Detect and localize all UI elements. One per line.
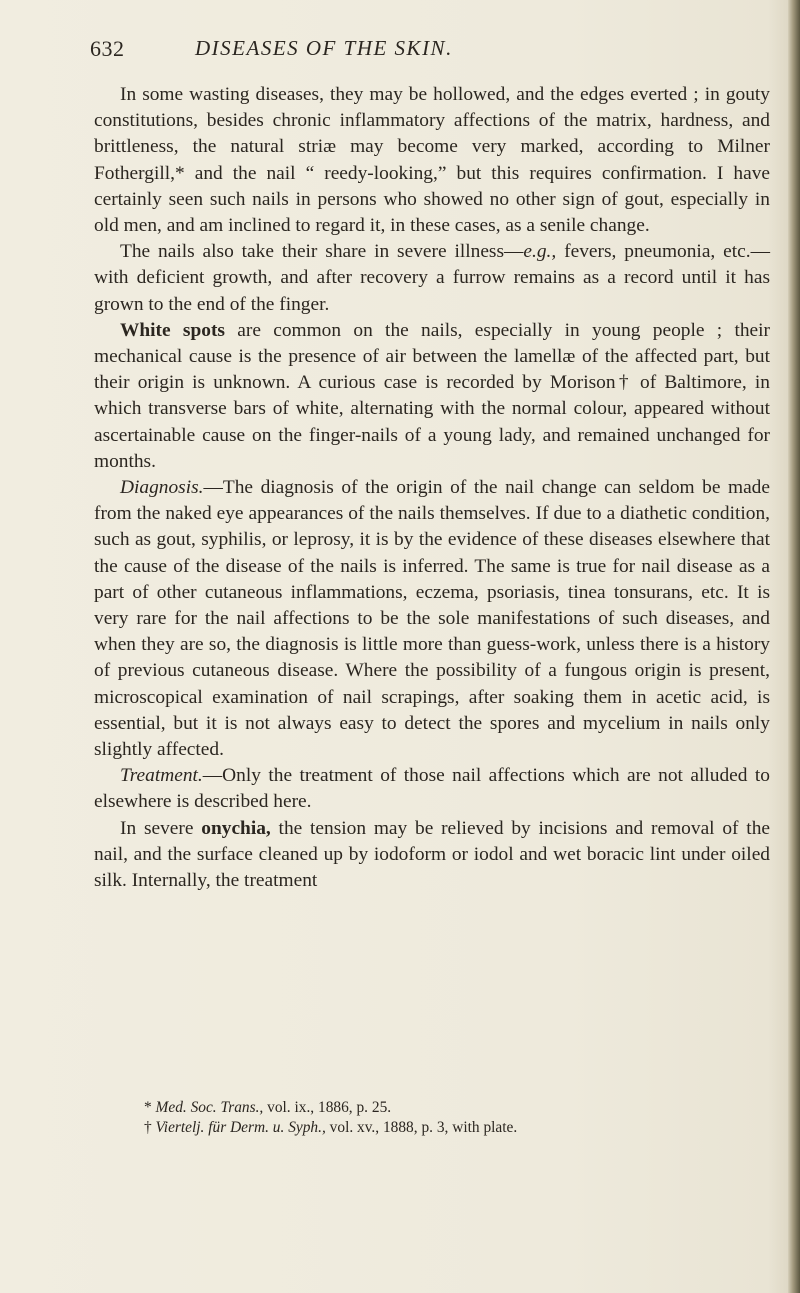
paragraph-treatment — [94, 763, 770, 815]
section-lead-treatment: Treatment. — [120, 765, 203, 787]
paragraph-onychia — [94, 816, 770, 895]
footnotes — [144, 1098, 764, 1138]
paragraph-text: the tension may be relieved by incisions and removal of the nail, and the surface cleaned up by iodoform or iodol and wet boracic lint under oiled silk. Internally, the treatment — [94, 817, 770, 892]
section-lead-onychia: onychia, — [201, 817, 271, 839]
paragraph-white-spots — [94, 318, 770, 475]
section-lead-diagnosis: Diagnosis. — [120, 477, 204, 499]
eg-abbreviation: e.g., — [523, 241, 557, 263]
footnote-mark: † — [144, 1119, 156, 1136]
paragraph-diagnosis — [94, 475, 770, 763]
paragraph-text: —The diagnosis of the origin of the nail change can seldom be made from the naked eye appearances of the nails themselves. If due to a diathetic condition, such as gout, syphilis, or leprosy, it is by the evidence of these diseases elsewhere that the cause of the disease of the nails is inferred. The same is true for nail disease as a part of other cutaneous inflammations, eczema, psoriasis, tinea tonsurans, etc. It is very rare for the nail affections to be the sole manifestations of such diseases, and when they are so, the diagnosis is little more than guess-work, unless there is a history of previous cutaneous disease. Where the possibility of a fungous origin is present, microscopical examination of nail scrapings, after soaking them in acetic acid, is essential, but it is not always easy to detect the spores and mycelium in nails only slightly affected. — [94, 477, 770, 761]
paragraph-text-rest: fevers, pneumonia, etc.—with deficient growth, and after recovery a furrow remains as a record until it has grown to the end of the finger. — [94, 241, 770, 315]
footnote-detail: vol. xv., 1888, p. 3, with plate. — [325, 1119, 518, 1136]
page-number: 632 — [90, 36, 125, 61]
page-binding-edge — [788, 0, 800, 1293]
footnote-detail: vol. ix., 1886, p. 25. — [263, 1099, 392, 1116]
footnote-source: Viertelj. für Derm. u. Syph., — [155, 1119, 326, 1136]
footnote-mark: * — [144, 1099, 156, 1116]
paragraph-text: —Only the treatment of those nail affections which are not alluded to elsewhere is described here. — [94, 765, 770, 813]
paragraph-text: are common on the nails, especially in young people ; their mechanical cause is the presence of air between the lamellæ of the affected part, but their origin is unknown. A curious case is recorded by Morison† of Baltimore, in which transverse bars of white, alternating with the normal colour, appeared without ascertainable cause on the finger-nails of a young lady, and remained unchanged for months. — [94, 319, 770, 472]
footnote-2 — [144, 1118, 764, 1138]
paragraph-severe-illness — [94, 239, 770, 318]
body-text — [94, 82, 770, 894]
page-header — [90, 30, 770, 70]
paragraph-text: The nails also take their share in severe illness— — [120, 241, 524, 263]
running-title: DISEASES OF THE SKIN. — [195, 36, 453, 60]
section-lead-white-spots: White spots — [120, 319, 225, 341]
paragraph-text-pre: In severe — [120, 817, 202, 839]
paragraph-wasting-diseases — [94, 82, 770, 239]
footnote-1 — [144, 1098, 764, 1118]
footnote-source: Med. Soc. Trans., — [155, 1099, 264, 1116]
paragraph-text: In some wasting diseases, they may be hollowed, and the edges everted ; in gouty constitutions, besides chronic inflammatory affections of the matrix, hardness, and brittleness, the natural striæ may become very marked, according to Milner Fothergill,* and the nail “ reedy-looking,” but this requires confirmation. I have certainly seen such nails in persons who showed no other sign of gout, especially in old men, and am inclined to regard it, in these cases, as a senile change. — [94, 84, 770, 237]
